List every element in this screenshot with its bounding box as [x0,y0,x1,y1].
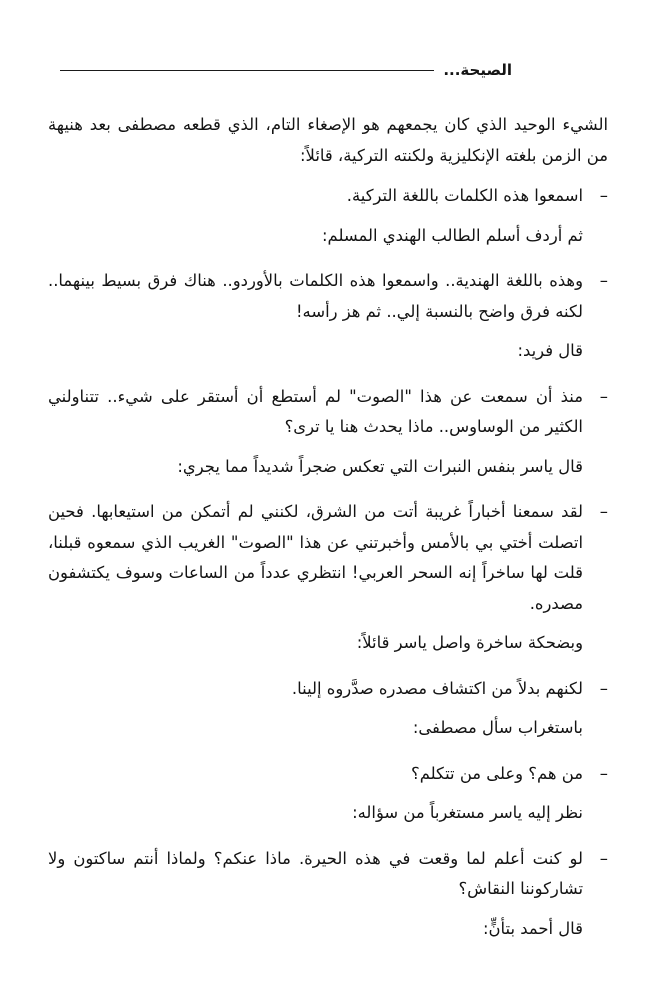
narration-line: قال ياسر بنفس النبرات التي تعكس ضجراً شديداً مما يجري: [177,456,583,476]
narration-line: باستغراب سأل مصطفى: [412,718,583,737]
dialogue-line: – لقد سمعنا أخباراً غريبة أتت من الشرق، لكنني لم أتمكن من استيعابها. فحين اتصلت أختي بي بالأمس وأخبرتني عن هذا "الصوت" الغريب الذي سمعوه قبلنا، قلت لها ساخراً إنه السحر العربي! انتظري عدداً من الساعات وسوف يكتشفون مصدره. [48,497,608,619]
narration-line: قال أحمد بتأنٍّ: [483,918,583,938]
dialogue-line: – وهذه باللغة الهندية.. واسمعوا هذه الكلمات بالأوردو.. هناك فرق بسيط بينهما.. لكنه فرق واضح بالنسبة إلي.. ثم هز رأسه! [48,266,608,327]
page-header [60,58,512,82]
narration-line: نظر إليه ياسر مستغرباً من سؤاله: [352,803,583,822]
dialogue-line: – منذ أن سمعت عن هذا "الصوت" لم أستطع أن أستقر على شيء.. تتناولني الكثير من الوساوس.. ماذا يحدث هنا يا ترى؟ [48,382,608,443]
header-rule [60,70,434,71]
narration-line: وبضحكة ساخرة واصل ياسر قائلاً: [356,633,583,652]
narration-line: قال فريد: [517,341,583,360]
dialogue-line: – لو كنت أعلم لما وقعت في هذه الحيرة. ماذا عنكم؟ ولماذا أنتم ساكتون ولا تشاركوننا النقاش؟ [48,844,608,905]
narration-line: ثم أردف أسلم الطالب الهندي المسلم: [322,225,583,245]
dialogue-line: – من هم؟ وعلى من تتكلم؟ [48,759,608,790]
page-body [48,110,608,959]
paragraph: الشيء الوحيد الذي كان يجمعهم هو الإصغاء التام، الذي قطعه مصطفى بعد هنيهة من الزمن بلغته الإنكليزية ولكنته التركية، قائلاً: [48,115,608,165]
dialogue-line: – اسمعوا هذه الكلمات باللغة التركية. [48,181,608,212]
running-title: الصيحة... [443,61,512,79]
dialogue-line: – لكنهم بدلاً من اكتشاف مصدره صدَّروه إلينا. [48,674,608,705]
